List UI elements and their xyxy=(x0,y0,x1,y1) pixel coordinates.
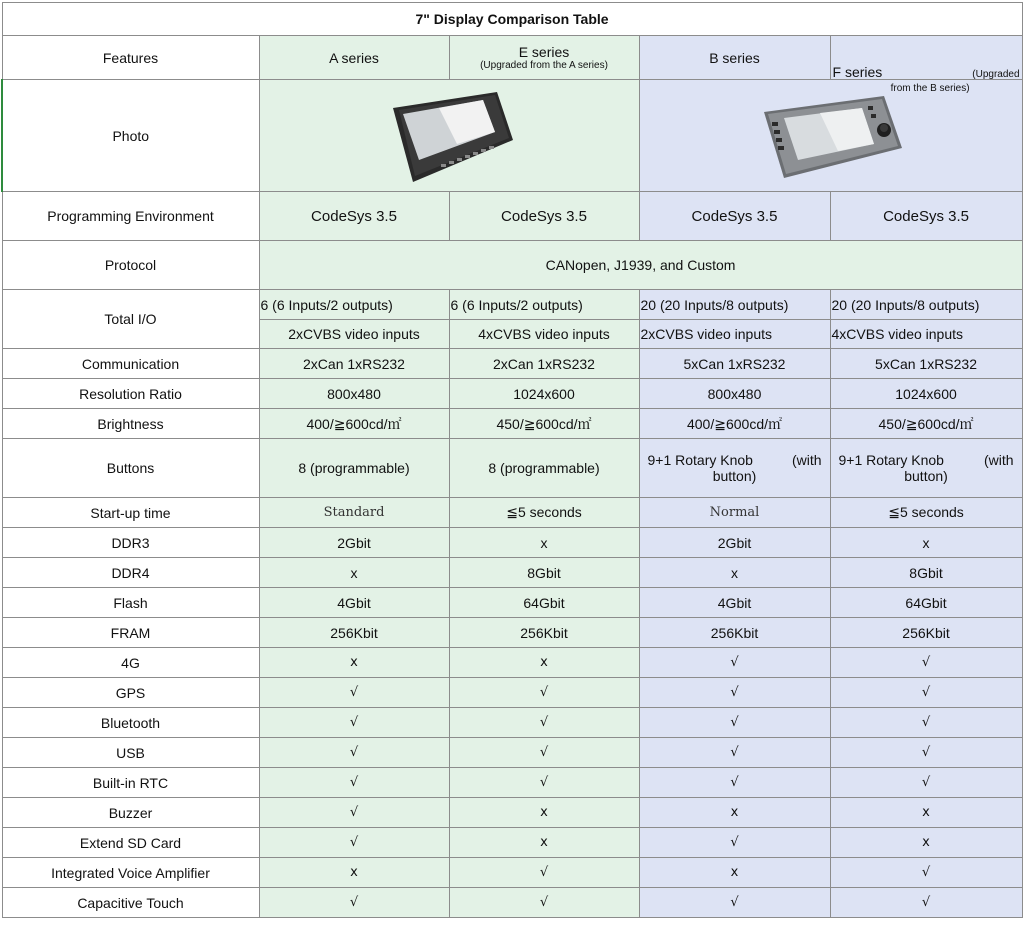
cell-f: CodeSys 3.5 xyxy=(830,192,1022,241)
row-label-bluetooth: Bluetooth xyxy=(2,708,259,738)
cell-e: x xyxy=(449,828,639,858)
cell-a: √ xyxy=(259,798,449,828)
header-row xyxy=(2,36,1022,80)
table-row xyxy=(2,798,1022,828)
cell-e: √ xyxy=(449,888,639,918)
a-series-display-image xyxy=(379,86,519,186)
cell-a: x xyxy=(259,558,449,588)
cell-e: 8Gbit xyxy=(449,558,639,588)
cell-b: √ xyxy=(639,768,830,798)
row-label-capacitive-touch: Capacitive Touch xyxy=(2,888,259,918)
header-f-series-note-2: from the B series) xyxy=(890,82,970,94)
b-series-display-image xyxy=(756,86,906,186)
cell-a: 400/≧600cd/㎡ xyxy=(259,409,449,439)
row-label-buzzer: Buzzer xyxy=(2,798,259,828)
table-title: 7" Display Comparison Table xyxy=(2,3,1022,36)
cell-b: 400/≧600cd/㎡ xyxy=(639,409,830,439)
cell-e: 4xCVBS video inputs xyxy=(449,320,639,349)
header-e-series-note: (Upgraded from the A series) xyxy=(480,59,608,71)
cell-f: 450/≧600cd/㎡ xyxy=(830,409,1022,439)
cell-f-text-3: button) xyxy=(904,468,948,484)
cell-f: 5xCan 1xRS232 xyxy=(830,349,1022,379)
header-f-series-name: F series xyxy=(832,63,883,80)
row-label-total-io: Total I/O xyxy=(2,290,259,349)
cell-e: CodeSys 3.5 xyxy=(449,192,639,241)
cell-a: 4Gbit xyxy=(259,588,449,618)
cell-protocol: CANopen, J1939, and Custom xyxy=(259,241,1022,290)
cell-f: x xyxy=(830,798,1022,828)
cell-b: √ xyxy=(639,888,830,918)
row-label-protocol: Protocol xyxy=(2,241,259,290)
row-label-4g: 4G xyxy=(2,648,259,678)
cell-b: x xyxy=(639,858,830,888)
table-row xyxy=(2,858,1022,888)
photo-label: Photo xyxy=(2,80,259,192)
comparison-table xyxy=(1,2,1023,918)
table-row xyxy=(2,678,1022,708)
table-row xyxy=(2,708,1022,738)
cell-b-text-1: 9+1 Rotary Knob xyxy=(647,452,753,468)
cell-a: CodeSys 3.5 xyxy=(259,192,449,241)
table-row xyxy=(2,648,1022,678)
header-features: Features xyxy=(2,36,259,80)
table-row xyxy=(2,588,1022,618)
cell-e: √ xyxy=(449,678,639,708)
cell-b xyxy=(639,439,830,498)
row-label-brightness: Brightness xyxy=(2,409,259,439)
row-label-fram: FRAM xyxy=(2,618,259,648)
cell-f-text-2: (with xyxy=(984,452,1014,468)
header-b-series: B series xyxy=(639,36,830,80)
table-row xyxy=(2,349,1022,379)
cell-b: 4Gbit xyxy=(639,588,830,618)
table-row xyxy=(2,558,1022,588)
cell-e: 8 (programmable) xyxy=(449,439,639,498)
row-label-usb: USB xyxy=(2,738,259,768)
cell-a: 256Kbit xyxy=(259,618,449,648)
cell-a: √ xyxy=(259,708,449,738)
cell-f: 4xCVBS video inputs xyxy=(830,320,1022,349)
cell-b: 2xCVBS video inputs xyxy=(639,320,830,349)
cell-b: 5xCan 1xRS232 xyxy=(639,349,830,379)
row-label-voice-amplifier: Integrated Voice Amplifier xyxy=(2,858,259,888)
row-label-rtc: Built-in RTC xyxy=(2,768,259,798)
row-label-ddr3: DDR3 xyxy=(2,528,259,558)
cell-e: 450/≧600cd/㎡ xyxy=(449,409,639,439)
cell-e: 256Kbit xyxy=(449,618,639,648)
cell-a: 2xCVBS video inputs xyxy=(259,320,449,349)
cell-e: 6 (6 Inputs/2 outputs) xyxy=(449,290,639,320)
cell-b: 800x480 xyxy=(639,379,830,409)
cell-a: 6 (6 Inputs/2 outputs) xyxy=(259,290,449,320)
table-row xyxy=(2,409,1022,439)
cell-f: 20 (20 Inputs/8 outputs) xyxy=(830,290,1022,320)
cell-b: x xyxy=(639,558,830,588)
cell-f: ≦5 seconds xyxy=(830,498,1022,528)
row-label-buttons: Buttons xyxy=(2,439,259,498)
cell-e: ≦5 seconds xyxy=(449,498,639,528)
table-row xyxy=(2,290,1022,320)
cell-e: x xyxy=(449,798,639,828)
header-e-series-name: E series xyxy=(518,43,570,60)
cell-f: √ xyxy=(830,888,1022,918)
cell-f-text-1: 9+1 Rotary Knob xyxy=(838,452,944,468)
cell-b: 20 (20 Inputs/8 outputs) xyxy=(639,290,830,320)
table-row xyxy=(2,618,1022,648)
row-label-startup-time: Start-up time xyxy=(2,498,259,528)
cell-b-text-2: (with xyxy=(791,452,822,468)
cell-f: √ xyxy=(830,678,1022,708)
header-e-series xyxy=(449,36,639,80)
header-f-series-note-1: (Upgraded xyxy=(972,68,1020,80)
cell-e: √ xyxy=(449,708,639,738)
cell-e: 64Gbit xyxy=(449,588,639,618)
table-row xyxy=(2,498,1022,528)
cell-e: x xyxy=(449,648,639,678)
cell-f: 1024x600 xyxy=(830,379,1022,409)
cell-f: √ xyxy=(830,768,1022,798)
cell-a: x xyxy=(259,858,449,888)
table-row xyxy=(2,888,1022,918)
cell-a: 8 (programmable) xyxy=(259,439,449,498)
cell-b-text-3: button) xyxy=(712,468,757,484)
cell-b: √ xyxy=(639,738,830,768)
table-row xyxy=(2,241,1022,290)
row-label-resolution: Resolution Ratio xyxy=(2,379,259,409)
row-label-flash: Flash xyxy=(2,588,259,618)
cell-f: x xyxy=(830,828,1022,858)
cell-e: 1024x600 xyxy=(449,379,639,409)
cell-a: √ xyxy=(259,768,449,798)
cell-f: 64Gbit xyxy=(830,588,1022,618)
cell-e: x xyxy=(449,528,639,558)
table-row xyxy=(2,528,1022,558)
table-row xyxy=(2,768,1022,798)
row-label-sd-card: Extend SD Card xyxy=(2,828,259,858)
cell-e: 2xCan 1xRS232 xyxy=(449,349,639,379)
photo-a-e xyxy=(259,80,639,192)
cell-f: √ xyxy=(830,738,1022,768)
header-f-series xyxy=(830,36,1022,94)
cell-f: x xyxy=(830,528,1022,558)
table-row xyxy=(2,379,1022,409)
cell-e: √ xyxy=(449,858,639,888)
row-label-gps: GPS xyxy=(2,678,259,708)
cell-a: Standard xyxy=(259,498,449,528)
cell-f: √ xyxy=(830,858,1022,888)
row-label-programming-environment: Programming Environment xyxy=(2,192,259,241)
table-row xyxy=(2,192,1022,241)
cell-e: √ xyxy=(449,738,639,768)
cell-f: √ xyxy=(830,708,1022,738)
table-row xyxy=(2,828,1022,858)
cell-a: 2xCan 1xRS232 xyxy=(259,349,449,379)
cell-a: √ xyxy=(259,678,449,708)
cell-a: √ xyxy=(259,738,449,768)
cell-b: 2Gbit xyxy=(639,528,830,558)
cell-b: √ xyxy=(639,828,830,858)
cell-b: √ xyxy=(639,678,830,708)
cell-f: 8Gbit xyxy=(830,558,1022,588)
cell-a: √ xyxy=(259,888,449,918)
cell-a: 800x480 xyxy=(259,379,449,409)
photo-b-f xyxy=(639,80,1022,192)
cell-b: 256Kbit xyxy=(639,618,830,648)
cell-b: √ xyxy=(639,708,830,738)
cell-f: √ xyxy=(830,648,1022,678)
table-row xyxy=(2,738,1022,768)
row-label-ddr4: DDR4 xyxy=(2,558,259,588)
comparison-sheet xyxy=(1,2,1021,918)
cell-a: x xyxy=(259,648,449,678)
cell-a: 2Gbit xyxy=(259,528,449,558)
cell-b: √ xyxy=(639,648,830,678)
cell-b: x xyxy=(639,798,830,828)
cell-f: 256Kbit xyxy=(830,618,1022,648)
cell-b: CodeSys 3.5 xyxy=(639,192,830,241)
cell-f xyxy=(830,439,1022,498)
header-a-series: A series xyxy=(259,36,449,80)
row-label-communication: Communication xyxy=(2,349,259,379)
cell-a: √ xyxy=(259,828,449,858)
title-row xyxy=(2,3,1022,36)
table-row xyxy=(2,439,1022,498)
photo-row xyxy=(2,80,1022,192)
cell-e: √ xyxy=(449,768,639,798)
cell-b: Normal xyxy=(639,498,830,528)
